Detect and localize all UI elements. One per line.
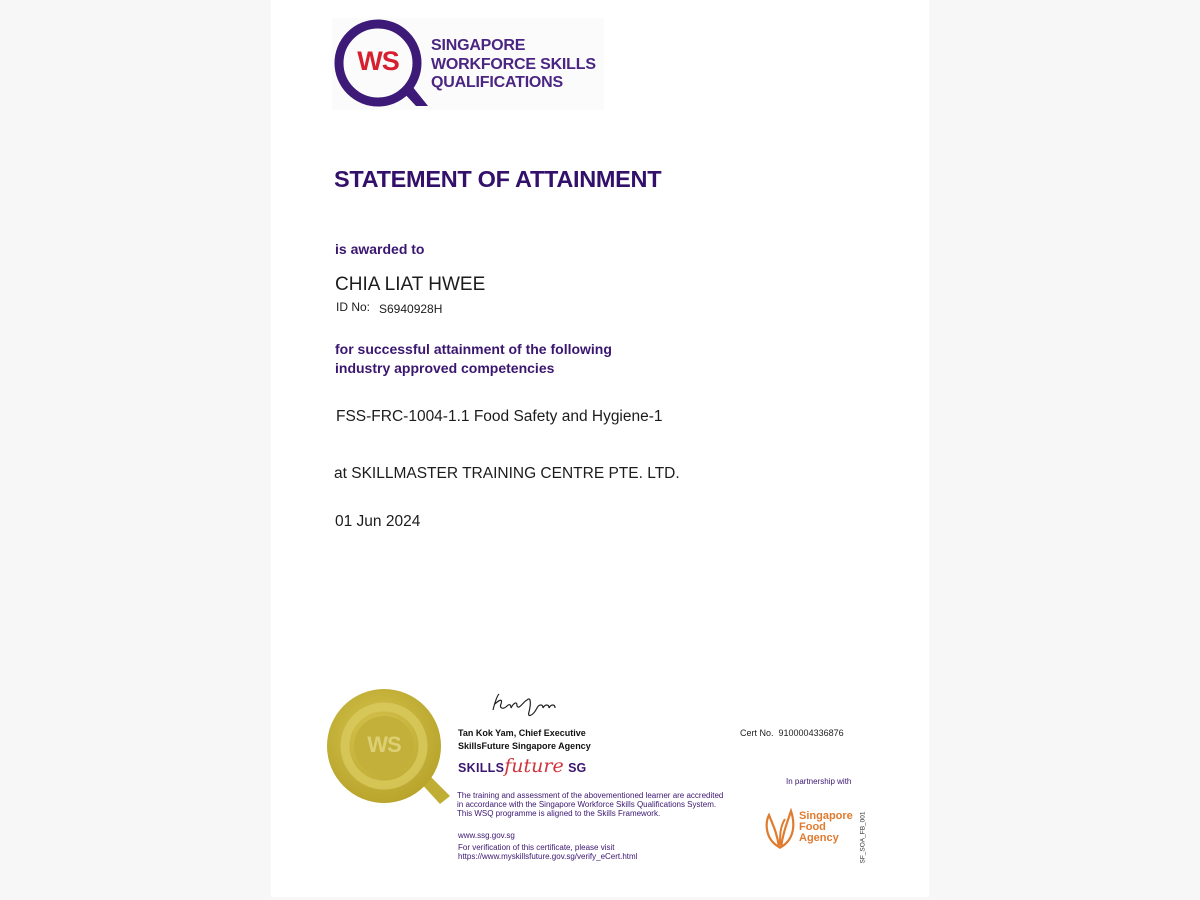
attainment-line: industry approved competencies: [335, 360, 555, 376]
partnership-label: In partnership with: [786, 777, 852, 786]
skillsfuture-logo-future: future: [504, 755, 564, 777]
signatory-agency: SkillsFuture Singapore Agency: [458, 741, 591, 751]
sfa-logo: [763, 805, 797, 854]
attainment-statement: [335, 340, 612, 378]
wsq-logo-line: QUALIFICATIONS: [431, 74, 564, 91]
skillsfuture-logo: [458, 755, 586, 777]
sfa-logo-line: Singapore: [799, 810, 853, 822]
verification-text: For verification of this certificate, please visit: [458, 843, 615, 852]
skillsfuture-logo-skills: SKILLS: [458, 761, 505, 775]
competency: FSS-FRC-1004-1.1 Food Safety and Hygiene-1: [336, 408, 663, 425]
attainment-line: for successful attainment of the following: [335, 341, 612, 357]
website-link[interactable]: www.ssg.gov.sg: [458, 831, 515, 840]
wsq-logo-initials: WS: [357, 46, 399, 76]
seal-initials: WS: [367, 732, 401, 757]
recipient-name: CHIA LIAT HWEE: [335, 274, 486, 295]
wsq-logo-text: [431, 37, 596, 93]
sfa-logo-line: Food: [799, 821, 826, 833]
accreditation-line: in accordance with the Singapore Workforce Skills Qualifications System.: [457, 800, 717, 810]
accreditation-note: [457, 791, 723, 819]
verification-note: [458, 843, 637, 861]
sfa-leaf-icon: [763, 805, 797, 849]
wsq-logo-line: SINGAPORE: [431, 37, 526, 54]
id-label: ID No:: [336, 300, 371, 314]
form-code: SF_SOA_FB_001: [859, 811, 867, 864]
gold-seal: [326, 688, 456, 808]
cert-value: 9100004336876: [778, 728, 844, 738]
training-centre: at SKILLMASTER TRAINING CENTRE PTE. LTD.: [334, 465, 680, 482]
verification-link[interactable]: https://www.myskillsfuture.gov.sg/verify_eCert.html: [458, 852, 638, 862]
signature: [489, 690, 559, 727]
accreditation-line: The training and assessment of the abovementioned learner are accredited: [457, 791, 724, 800]
accreditation-line: This WSQ programme is aligned to the Skills Framework.: [457, 809, 661, 819]
award-date: 01 Jun 2024: [335, 513, 421, 530]
sfa-logo-text: [799, 811, 853, 844]
sfa-logo-line: Agency: [799, 832, 839, 844]
signature-icon: [489, 690, 559, 722]
signatory-name: Tan Kok Yam, Chief Executive: [458, 728, 586, 738]
signatory: [458, 727, 591, 753]
page-title: STATEMENT OF ATTAINMENT: [334, 166, 662, 192]
wsq-logo-line: WORKFORCE SKILLS: [431, 55, 596, 73]
cert-label: Cert No.: [740, 728, 774, 738]
awarded-to-label: is awarded to: [335, 241, 425, 257]
skillsfuture-logo-sg: SG: [568, 761, 587, 775]
cert-number: [740, 728, 844, 738]
id-value: S6940928H: [379, 302, 443, 316]
certificate-page: [271, 0, 929, 897]
